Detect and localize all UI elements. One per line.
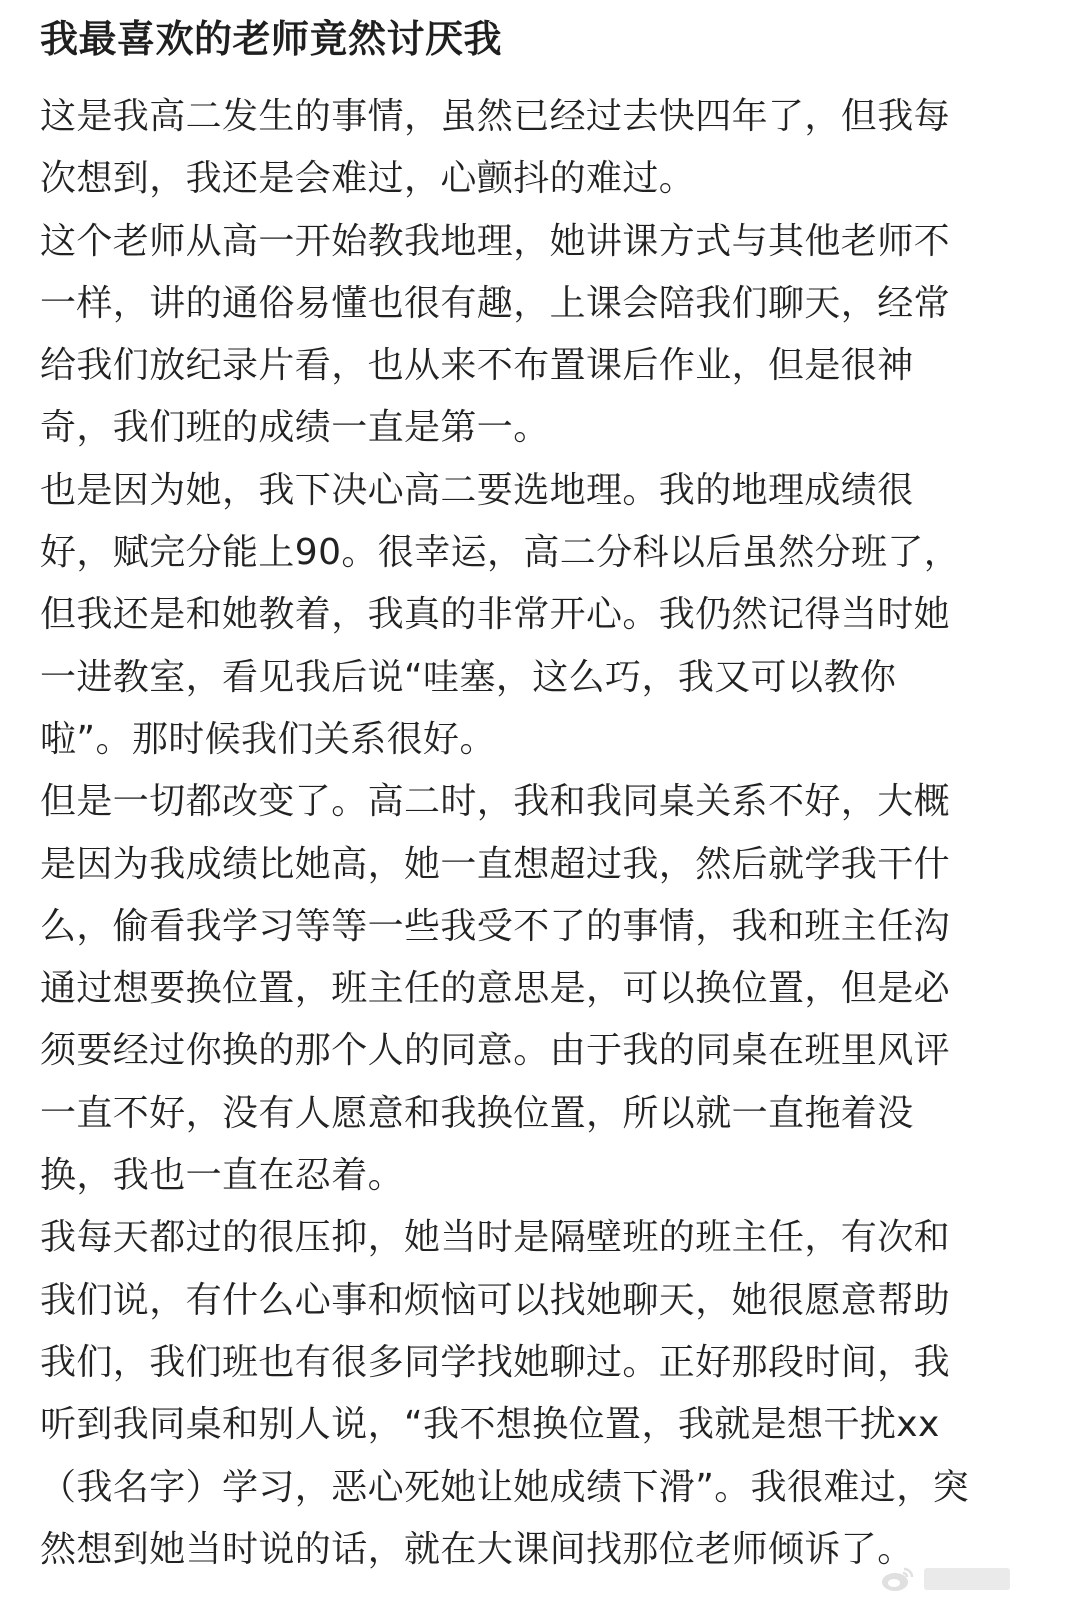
watermark-text-block (924, 1568, 1010, 1590)
text-line: 换，我也一直在忍着。 (40, 1155, 405, 1197)
text-line: 我们，我们班也有很多同学找她聊过。正好那段时间，我 (40, 1341, 951, 1383)
weibo-logo-icon (880, 1565, 914, 1593)
paragraph (40, 86, 1000, 211)
text-line: （我名字）学习，恶心死她让她成绩下滑”。我很难过，突 (40, 1466, 970, 1508)
text-line: 通过想要换位置，班主任的意思是，可以换位置，但是必 (40, 968, 951, 1010)
text-line: 次想到，我还是会难过，心颤抖的难过。 (40, 158, 696, 200)
article-body (40, 86, 1000, 1581)
text-line: 这是我高二发生的事情，虽然已经过去快四年了，但我每 (40, 96, 951, 137)
text-line: 我每天都过的很压抑，她当时是隔壁班的班主任，有次和 (40, 1217, 951, 1259)
text-line: 但我还是和她教着，我真的非常开心。我仍然记得当时她 (40, 594, 951, 636)
text-line: 一样，讲的通俗易懂也很有趣，上课会陪我们聊天，经常 (40, 282, 951, 324)
paragraph (40, 211, 1000, 460)
text-line: 须要经过你换的那个人的同意。由于我的同桌在班里风评 (40, 1030, 951, 1072)
text-line: 但是一切都改变了。高二时，我和我同桌关系不好，大概 (40, 781, 951, 823)
text-line: 这个老师从高一开始教我地理，她讲课方式与其他老师不 (40, 220, 951, 262)
text-line: 然想到她当时说的话，就在大课间找那位老师倾诉了。 (40, 1528, 914, 1570)
paragraph (40, 460, 1000, 771)
paragraph (40, 1207, 1000, 1581)
text-line: 是因为我成绩比她高，她一直想超过我，然后就学我干什 (40, 843, 951, 885)
text-line: 我们说，有什么心事和烦恼可以找她聊天，她很愿意帮助 (40, 1279, 951, 1321)
text-line: 一直不好，没有人愿意和我换位置，所以就一直拖着没 (40, 1092, 914, 1134)
watermark (880, 1565, 1010, 1593)
text-line: 奇，我们班的成绩一直是第一。 (40, 407, 550, 449)
text-line: 给我们放纪录片看，也从来不布置课后作业，但是很神 (40, 345, 914, 387)
article (40, 0, 1000, 1581)
text-line: 么，偷看我学习等等一些我受不了的事情，我和班主任沟 (40, 905, 951, 947)
article-title: 我最喜欢的老师竟然讨厌我 (40, 17, 503, 61)
paragraph (40, 771, 1000, 1207)
text-line: 一进教室，看见我后说“哇塞，这么巧，我又可以教你 (40, 656, 897, 698)
text-line: 好，赋完分能上90。很幸运，高二分科以后虽然分班了， (40, 532, 961, 574)
text-line: 啦”。那时候我们关系很好。 (40, 718, 496, 760)
text-line: 听到我同桌和别人说，“我不想换位置，我就是想干扰xx (40, 1404, 940, 1446)
text-line: 也是因为她，我下决心高二要选地理。我的地理成绩很 (40, 469, 914, 511)
